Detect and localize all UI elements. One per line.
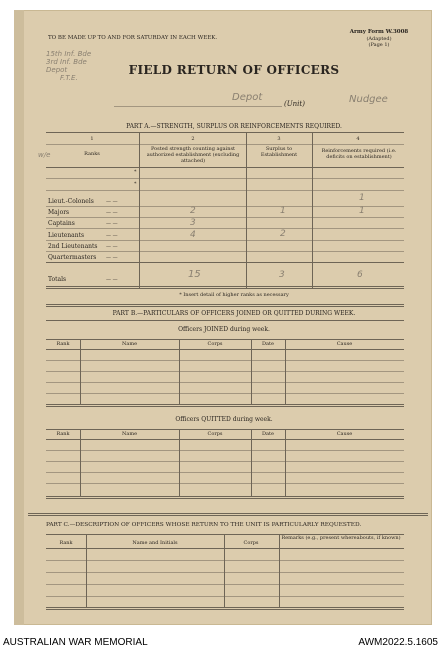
rule: [46, 548, 404, 549]
quitted-col-cause: Cause: [336, 431, 353, 437]
rule: [46, 607, 404, 610]
footer-institution: AUSTRALIAN WAR MEMORIAL: [3, 637, 148, 648]
asterisk-1: *: [134, 169, 137, 175]
rule: [46, 349, 404, 350]
dash-leader: — —: [106, 199, 118, 205]
joined-col-name: Name: [121, 341, 138, 347]
rule: [46, 167, 404, 168]
form-number: Army Form W.3008: [349, 29, 409, 35]
rule: [46, 572, 404, 573]
column-divider: [86, 534, 87, 608]
dash-leader: — —: [106, 255, 118, 261]
asterisk-2: *: [134, 181, 137, 187]
handwritten-reinforcement-2: 1: [359, 206, 365, 216]
joined-col-date: Date: [262, 341, 274, 347]
column-divider: [285, 339, 286, 405]
part-a-heading: PART A.—STRENGTH, SURPLUS OR REINFORCEMENTS REQUIRED.: [126, 123, 342, 130]
handwritten-corner-note: Nudgee: [349, 94, 388, 105]
rule: [46, 190, 404, 191]
rule: [46, 439, 404, 440]
col-number-2: 2: [191, 136, 195, 142]
handwritten-surplus-lieutenants: 2: [280, 229, 286, 239]
column-divider: [179, 339, 180, 405]
joined-title: Officers JOINED during week.: [178, 326, 270, 333]
col-header-surplus: Surplus to Establishment: [260, 146, 298, 158]
part-a-footnote: * Insert detail of higher ranks as necessary: [179, 292, 289, 298]
joined-col-cause: Cause: [336, 341, 353, 347]
column-divider: [285, 429, 286, 497]
column-divider: [139, 132, 140, 288]
footer-accession-number: AWM2022.5.1605: [358, 637, 438, 648]
col-number-3: 3: [277, 136, 281, 142]
column-divider: [80, 339, 81, 405]
part-c-col-name: Name and Initials: [132, 540, 178, 546]
dash-leader: — —: [106, 277, 118, 283]
part-c-col-rank: Rank: [59, 540, 73, 546]
rule: [46, 472, 404, 473]
paper-edge: [14, 10, 24, 625]
part-a-top-rule: [46, 132, 404, 133]
column-divider: [251, 429, 252, 497]
rank-majors: Majors: [48, 209, 70, 216]
col-header-posted: Posted strength counting against authorized establishment (excluding attached): [146, 146, 240, 164]
handwritten-unit: Depot: [232, 92, 263, 103]
rule: [46, 371, 404, 372]
rule: [46, 228, 404, 229]
unit-line: [114, 106, 282, 107]
column-divider: [80, 429, 81, 497]
rule: [46, 360, 404, 361]
handwritten-lieutenants: 4: [190, 230, 196, 240]
rule: [46, 304, 404, 307]
totals-label: Totals: [48, 276, 67, 283]
col-number-1: 1: [90, 136, 94, 142]
header-instruction: TO BE MADE UP TO AND FOR SATURDAY IN EACH WEEK.: [48, 35, 218, 41]
col-header-reinforcements: Reinforcements required (i.e. deficits on establishment): [321, 148, 397, 160]
part-c-col-remarks: Remarks (e.g., present whereabouts, if known): [281, 535, 401, 541]
rank-2nd-lieutenants: 2nd Lieutenants: [48, 243, 98, 250]
column-divider: [279, 534, 280, 608]
rule: [46, 178, 404, 179]
column-divider: [312, 132, 313, 288]
joined-col-rank: Rank: [56, 341, 70, 347]
rank-quartermasters: Quartermasters: [48, 254, 97, 261]
rule: [46, 483, 404, 484]
form-adapted: (Adapted): [366, 36, 392, 42]
dash-leader: — —: [106, 210, 118, 216]
rule: [46, 240, 404, 241]
document-sheet: [14, 10, 432, 625]
dash-leader: — —: [106, 244, 118, 250]
rule: [46, 461, 404, 462]
rule: [46, 393, 404, 394]
column-divider: [251, 339, 252, 405]
rule: [46, 584, 404, 585]
rule: [46, 404, 404, 407]
col-header-ranks: Ranks: [84, 151, 100, 157]
handwritten-margin-mark: w/e: [38, 151, 51, 159]
column-divider: [246, 132, 247, 288]
rule: [46, 286, 404, 289]
quitted-col-date: Date: [262, 431, 274, 437]
rule: [46, 217, 404, 218]
dash-leader: — —: [106, 233, 118, 239]
quitted-col-corps: Corps: [207, 431, 223, 437]
dash-leader: — —: [106, 221, 118, 227]
handwritten-reinforcement-totals: 6: [357, 270, 363, 280]
rule: [46, 262, 404, 263]
rule: [46, 450, 404, 451]
column-divider: [179, 429, 180, 497]
quitted-title: Officers QUITTED during week.: [175, 416, 273, 423]
rule: [46, 560, 404, 561]
handwritten-reinforcement-1: 1: [359, 193, 365, 203]
form-title: FIELD RETURN OF OFFICERS: [128, 63, 340, 77]
part-c-heading: PART C.—DESCRIPTION OF OFFICERS WHOSE RETURN TO THE UNIT IS PARTICULARLY REQUESTED.: [46, 522, 362, 528]
part-c-col-corps: Corps: [243, 540, 259, 546]
unit-label: (Unit): [284, 100, 305, 108]
handwritten-surplus-majors: 1: [280, 206, 286, 216]
rule: [46, 251, 404, 252]
rule: [46, 320, 404, 321]
joined-col-corps: Corps: [207, 341, 223, 347]
handwritten-top-left-note: 15th Inf. Bde 3rd Inf. Bde Depot F.T.E.: [46, 50, 92, 82]
rank-captains: Captains: [48, 220, 75, 227]
rank-lieutenants: Lieutenants: [48, 232, 85, 239]
rank-lieut-colonels: Lieut.-Colonels: [48, 198, 94, 205]
handwritten-surplus-totals: 3: [279, 270, 285, 280]
part-b-heading: PART B.—PARTICULARS OF OFFICERS JOINED OR QUITTED DURING WEEK.: [112, 310, 356, 317]
handwritten-totals: 15: [188, 269, 201, 280]
form-page: (Page 1): [368, 42, 390, 48]
handwritten-majors: 2: [190, 206, 196, 216]
rule: [46, 382, 404, 383]
rule: [46, 144, 404, 145]
rule: [46, 496, 404, 499]
archive-footer: [0, 633, 442, 653]
rule: [46, 339, 404, 340]
quitted-col-rank: Rank: [56, 431, 70, 437]
rule: [46, 596, 404, 597]
handwritten-captains: 3: [190, 218, 196, 228]
rule: [46, 429, 404, 430]
rule: [28, 513, 428, 516]
quitted-col-name: Name: [121, 431, 138, 437]
col-number-4: 4: [356, 136, 360, 142]
column-divider: [224, 534, 225, 608]
rule: [46, 206, 404, 207]
